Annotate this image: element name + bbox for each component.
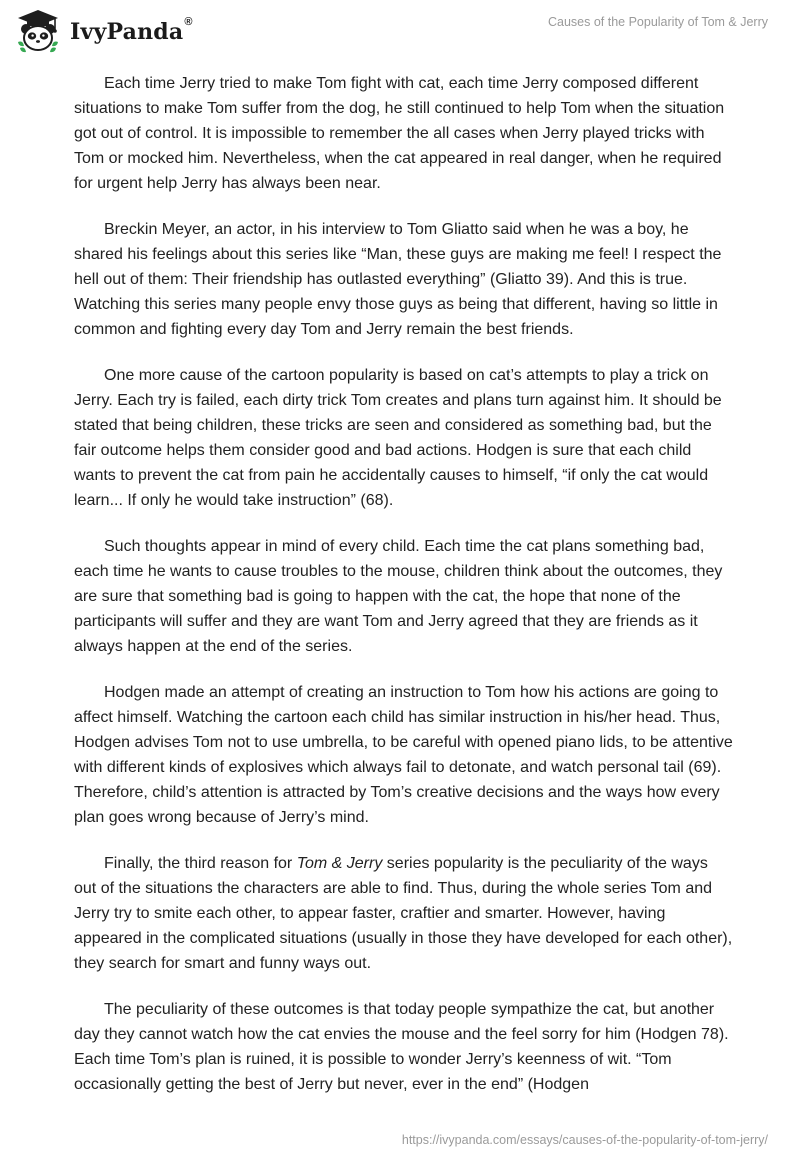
panda-graduate-icon [14,8,62,54]
ivypanda-logo[interactable] [14,8,193,54]
paragraph: One more cause of the cartoon popularity is based on cat’s attempts to play a trick on Jerry. Each try is failed, each dirty trick Tom creates and plans turn against him. It should be stated that being children, these tricks are seen and considered as something bad, but the fair outcome helps them consider good and bad actions. Hodgen is sure that each child wants to prevent the cat from pain he accidentally causes to himself, “if only the cat would learn... If only he would take instruction” (68). [74,367,722,509]
registered-mark: ® [184,16,193,28]
paragraph: Hodgen made an attempt of creating an instruction to Tom how his actions are going to affect himself. Watching the cartoon each child has similar instruction in his/her head. Thus, Hodgen advises Tom not to use umbrella, to be careful with opened piano lids, to be attentive with different kinds of explosives which always fail to detonate, and watch personal tail (69). Therefore, child’s attention is attracted by Tom’s creative decisions and the ways how every plan goes wrong because of Jerry’s mind. [74,684,733,826]
paragraph [74,851,734,976]
paragraph-prefix: Finally, the third reason for [104,855,297,872]
paragraph: Breckin Meyer, an actor, in his interview to Tom Gliatto said when he was a boy, he shared his feelings about this series like “Man, these guys are making me feel! I respect the hell out of them: Their friendship has outlasted everything” (Gliatto 39). And this is true. Watching this series many people envy those guys as being that different, having so little in common and fighting every day Tom and Jerry remain the best friends. [74,221,722,338]
brand-name: IvyPanda® [70,16,193,45]
paragraph: The peculiarity of these outcomes is that today people sympathize the cat, but another day they cannot watch how the cat envies the mouse and the feel sorry for him (Hodgen 78). Each time Tom’s plan is ruined, it is possible to wonder Jerry’s keenness of wit. “Tom occasionally getting the best of Jerry but never, ever in the end” (Hodgen [74,1001,729,1093]
paragraph-suffix: series popularity is the peculiarity of the ways out of the situations the characters are able to find. Thus, during the whole series Tom and Jerry try to smite each other, to appear faster, craftier and smarter. However, having appeared in the complicated situations (usually in those they have developed for each other), they search for smart and funny ways out. [74,855,733,972]
paragraph: Such thoughts appear in mind of every child. Each time the cat plans something bad, each time he wants to cause troubles to the mouse, children think about the outcomes, they are sure that something bad is going to happen with the cat, the hope that none of the participants will suffer and they are want Tom and Jerry agreed that they are friends as it always happen at the end of the series. [74,538,723,655]
series-title-emphasis: Tom & Jerry [296,855,383,872]
document-title: Causes of the Popularity of Tom & Jerry [547,15,768,29]
essay-body [74,71,734,1118]
source-url-link[interactable]: https://ivypanda.com/essays/causes-of-the-popularity-of-tom-jerry/ [401,1133,768,1147]
page-header [0,0,800,60]
paragraph: Each time Jerry tried to make Tom fight with cat, each time Jerry composed different situations to make Tom suffer from the dog, he still continued to help Tom when the situation got out of control. It is impossible to remember the all cases when Jerry played tricks with Tom or mocked him. Nevertheless, when the cat appeared in real danger, when he required for urgent help Jerry has always been near. [74,75,725,192]
